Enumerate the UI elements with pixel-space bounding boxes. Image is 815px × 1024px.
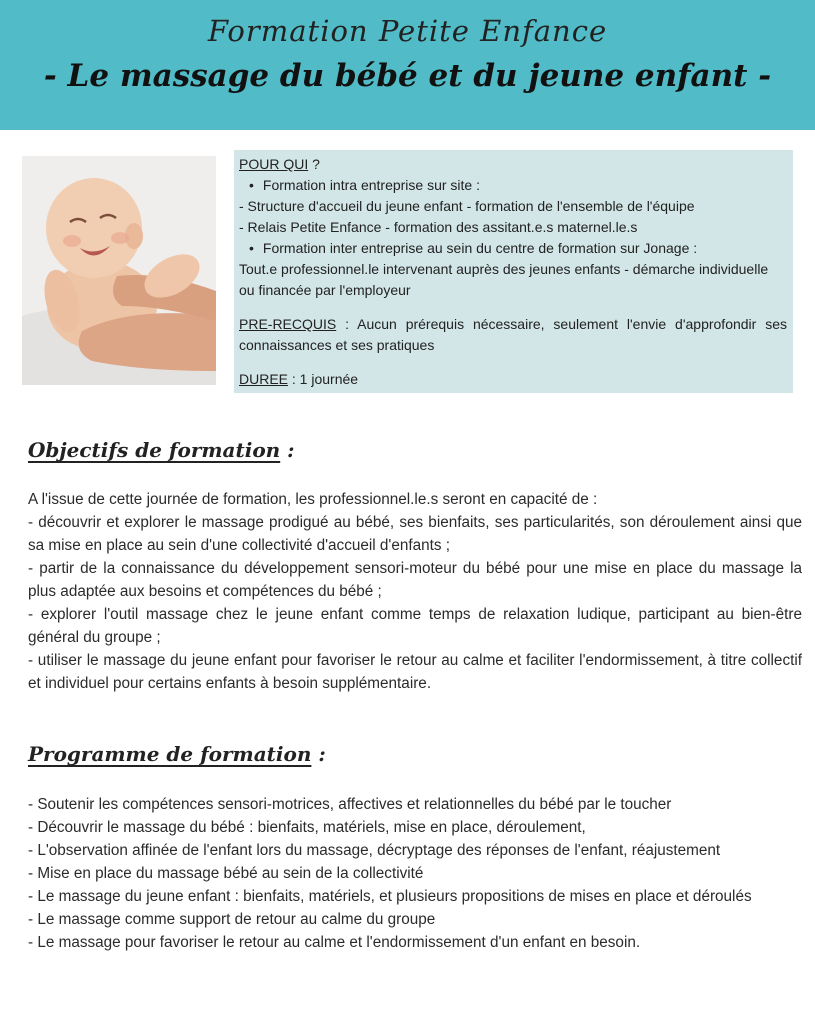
- programme-line-3: - Mise en place du massage bébé au sein de la collectivité: [28, 865, 424, 882]
- baby-illustration: [22, 156, 216, 385]
- objectifs-line-0: A l'issue de cette journée de formation, les professionnel.le.s seront en capacité de :: [28, 491, 598, 508]
- info-box: [234, 150, 793, 393]
- header-banner: [0, 0, 815, 130]
- info-line-1: - Structure d'accueil du jeune enfant - formation de l'ensemble de l'équipe: [239, 198, 695, 214]
- prerequis-line: [239, 314, 787, 356]
- info-line-3: • Formation inter entreprise au sein du centre de formation sur Jonage :: [239, 238, 787, 259]
- objectifs-text: [28, 488, 802, 695]
- header-supertitle: Formation Petite Enfance: [207, 14, 608, 48]
- objectifs-title: [28, 438, 295, 462]
- objectifs-title-text: Objectifs de formation: [28, 438, 281, 462]
- programme-text: [28, 793, 802, 954]
- programme-line-1: - Découvrir le massage du bébé : bienfaits, matériels, mise en place, déroulement,: [28, 819, 586, 836]
- pour-qui-line: [239, 154, 787, 175]
- programme-title: [28, 742, 326, 766]
- objectifs-line-2: - partir de la connaissance du développement sensori-moteur du bébé pour une mise en place du massage la plus adaptée aux besoins et compétences du bébé ;: [28, 560, 802, 600]
- programme-title-suffix: :: [311, 742, 326, 766]
- programme-line-4: - Le massage du jeune enfant : bienfaits, matériels, et plusieurs propositions de mises en place et déroulés: [28, 888, 752, 905]
- objectifs-title-suffix: :: [280, 438, 295, 462]
- info-line-0: • Formation intra entreprise sur site :: [239, 175, 787, 196]
- duree-text: : 1 journée: [288, 371, 359, 387]
- programme-line-5: - Le massage comme support de retour au calme du groupe: [28, 911, 436, 928]
- programme-line-0: - Soutenir les compétences sensori-motrices, affectives et relationnelles du bébé par le toucher: [28, 796, 672, 813]
- objectifs-line-4: - utiliser le massage du jeune enfant pour favoriser le retour au calme et faciliter l'endormissement, à titre collectif et individuel pour certains enfants à besoin supplémentaire.: [28, 652, 802, 692]
- objectifs-line-1: - découvrir et explorer le massage prodigué au bébé, ses bienfaits, ses particularités, son déroulement ainsi que sa mise en place au sein d'une collectivité d'accueil d'enfants ;: [28, 514, 802, 554]
- baby-massage-photo: [22, 156, 216, 385]
- programme-line-2: - L'observation affinée de l'enfant lors du massage, décryptage des réponses de l'enfant, réajustement: [28, 842, 721, 859]
- objectifs-line-3: - explorer l'outil massage chez le jeune enfant comme temps de relaxation ludique, participant au bien-être général du groupe ;: [28, 606, 802, 646]
- duree-label: DUREE: [239, 371, 289, 387]
- programme-line-6: - Le massage pour favoriser le retour au calme et l'endormissement d'un enfant en besoin.: [28, 934, 641, 951]
- info-line-4: Tout.e professionnel.le intervenant auprès des jeunes enfants - démarche individuelle ou financée par l'employeur: [239, 261, 769, 298]
- duree-line: [239, 369, 787, 390]
- programme-title-text: Programme de formation: [28, 742, 312, 766]
- prerequis-text: : Aucun prérequis nécessaire, seulement l'envie d'approfondir ses connaissances et ses pratiques: [239, 316, 787, 353]
- pour-qui-label: POUR QUI: [239, 156, 309, 172]
- pour-qui-suffix: ?: [308, 156, 320, 172]
- header-title: - Le massage du bébé et du jeune enfant -: [43, 58, 772, 94]
- prerequis-label: PRE-RECQUIS: [239, 316, 337, 332]
- info-line-2: - Relais Petite Enfance - formation des assitant.e.s maternel.le.s: [239, 219, 638, 235]
